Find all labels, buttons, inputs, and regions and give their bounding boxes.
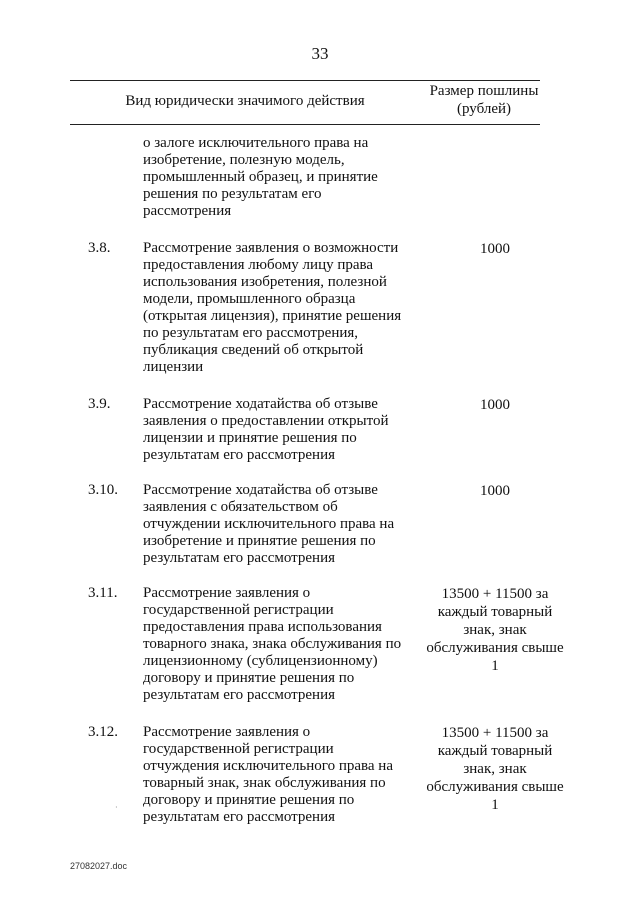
row-description: Рассмотрение заявления о государственной регистрации предоставления права использования товарного знака, знака обслуживания по лицензионному (сублицензионному) договору и принятие решения по результатам его рассмотрения [143,585,402,703]
row-description: о залоге исключительного права на изобретение, полезную модель, промышленный образец, и принятие решения по результатам его рассмотрения [143,135,378,219]
row-number: 3.11. [88,585,118,601]
table-header-bottom-rule [70,124,540,125]
page-number: 33 [311,44,329,63]
footer-file-name: 27082027.doc [70,861,128,871]
row-number: 3.12. [88,724,118,740]
row-fee: 1000 [480,241,510,257]
row-fee: 1000 [480,397,510,413]
row-description: Рассмотрение ходатайства об отзыве заявления о предоставлении открытой лицензии и принятие решения по результатам его рассмотрения [143,396,389,463]
row-number: 3.10. [88,482,118,498]
row-description: Рассмотрение заявления о государственной регистрации отчуждения исключительного права на товарный знак, знак обслуживания по договору и принятие решения по результатам его рассмотрения [143,724,393,825]
column-header-action: Вид юридически значимого действия [125,93,365,109]
row-description: Рассмотрение ходатайства об отзыве заявления с обязательством об отчуждении исключительного права на изобретение и принятие решения по результатам его рассмотрения [143,482,395,566]
column-header-fee [425,82,543,118]
row-fee: 13500 + 11500 за каждый товарный знак, знак обслуживания свыше 1 [426,586,564,674]
scan-speck: · [115,803,118,812]
row-number: 3.9. [88,396,111,412]
column-header-fee-line2: (рублей) [456,101,512,117]
row-fee: 1000 [480,483,510,499]
row-fee: 13500 + 11500 за каждый товарный знак, знак обслуживания свыше 1 [426,725,564,813]
row-description: Рассмотрение заявления о возможности предоставления любому лицу права использования изобретения, полезной модели, промышленного образца (открытая лицензия), принятие решения по результатам его рассмотрения, публикация сведений об открытой лицензии [143,240,402,375]
table-header-top-rule [70,80,540,81]
column-header-fee-line1: Размер пошлины [429,83,539,99]
row-number: 3.8. [88,240,111,256]
